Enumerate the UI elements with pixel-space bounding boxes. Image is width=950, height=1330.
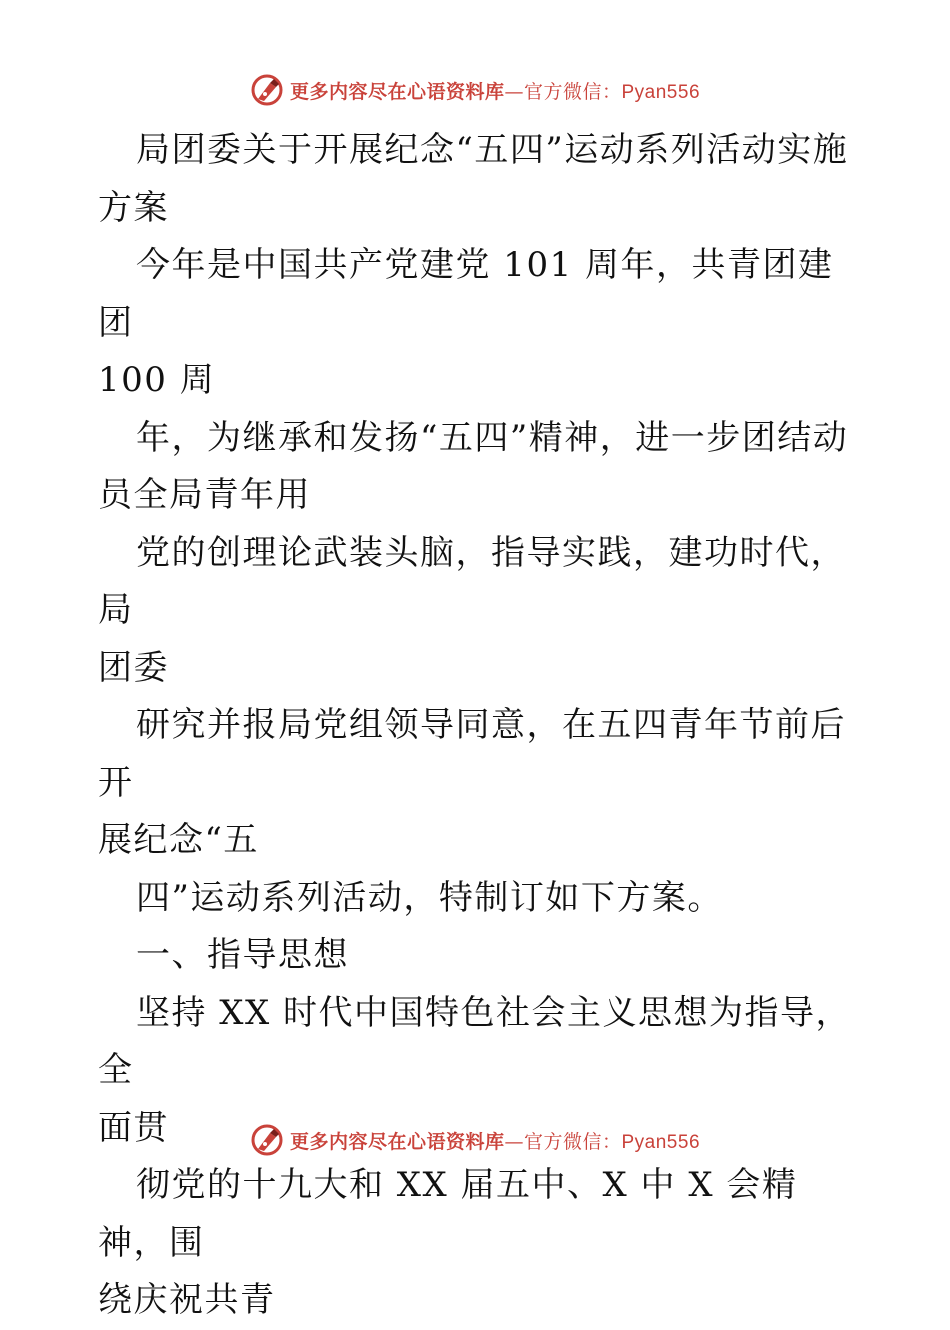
paragraph <box>98 525 858 698</box>
paragraph-title <box>98 122 858 237</box>
footer-banner-wechat-label: 官方微信： <box>523 1130 622 1153</box>
paragraph-line: 团委 <box>98 647 169 688</box>
paragraph-line: 员全局青年用 <box>98 475 311 515</box>
paragraph <box>98 1157 858 1330</box>
paragraph-line: 坚持 XX 时代中国特色社会主义思想为指导，全 <box>98 992 852 1090</box>
paragraph-line: 局团委关于开展纪念“五四”运动系列活动实施 <box>136 130 849 170</box>
paragraph-line: 100 周 <box>98 360 216 400</box>
paragraph <box>98 410 858 525</box>
header-banner-text <box>290 77 700 104</box>
footer-banner-separator: — <box>504 1130 524 1153</box>
paragraph-line: 展纪念“五 <box>98 820 259 860</box>
pen-nib-logo-icon <box>250 1123 284 1157</box>
footer-banner-wechat-id: Pyan556 <box>621 1131 701 1153</box>
paragraph-line: 党的创理论武装头脑，指导实践，建功时代，局 <box>98 532 846 630</box>
paragraph <box>98 237 858 410</box>
footer-banner-text <box>290 1127 700 1154</box>
header-banner-wechat-id: Pyan556 <box>621 81 701 103</box>
paragraph-line: 面贯 <box>98 1107 169 1148</box>
paragraph-line: 研究并报局党组领导同意，在五四青年节前后开 <box>98 705 846 803</box>
paragraph-line: 方案 <box>98 187 169 228</box>
footer-banner <box>0 1120 950 1160</box>
header-banner-wechat-label: 官方微信： <box>523 80 622 103</box>
header-banner-main: 更多内容尽在心语资料库 <box>289 80 505 103</box>
paragraph-line: 四”运动系列活动，特制订如下方案。 <box>136 877 723 918</box>
header-banner <box>0 70 950 110</box>
paragraph <box>98 697 858 870</box>
footer-banner-main: 更多内容尽在心语资料库 <box>289 1130 505 1153</box>
paragraph <box>98 870 858 928</box>
paragraph-line: 一、指导思想 <box>136 935 349 975</box>
header-banner-separator: — <box>504 80 524 103</box>
paragraph-line: 今年是中国共产党建党 101 周年，共青团建团 <box>98 245 834 343</box>
section-heading <box>98 927 858 985</box>
paragraph-line: 绕庆祝共青 <box>98 1280 276 1320</box>
paragraph-line: 彻党的十九大和 XX 届五中、X 中 X 会精神，围 <box>98 1165 798 1263</box>
paragraph-line: 年，为继承和发扬“五四”精神，进一步团结动 <box>136 417 849 458</box>
pen-nib-logo-icon <box>250 73 284 107</box>
